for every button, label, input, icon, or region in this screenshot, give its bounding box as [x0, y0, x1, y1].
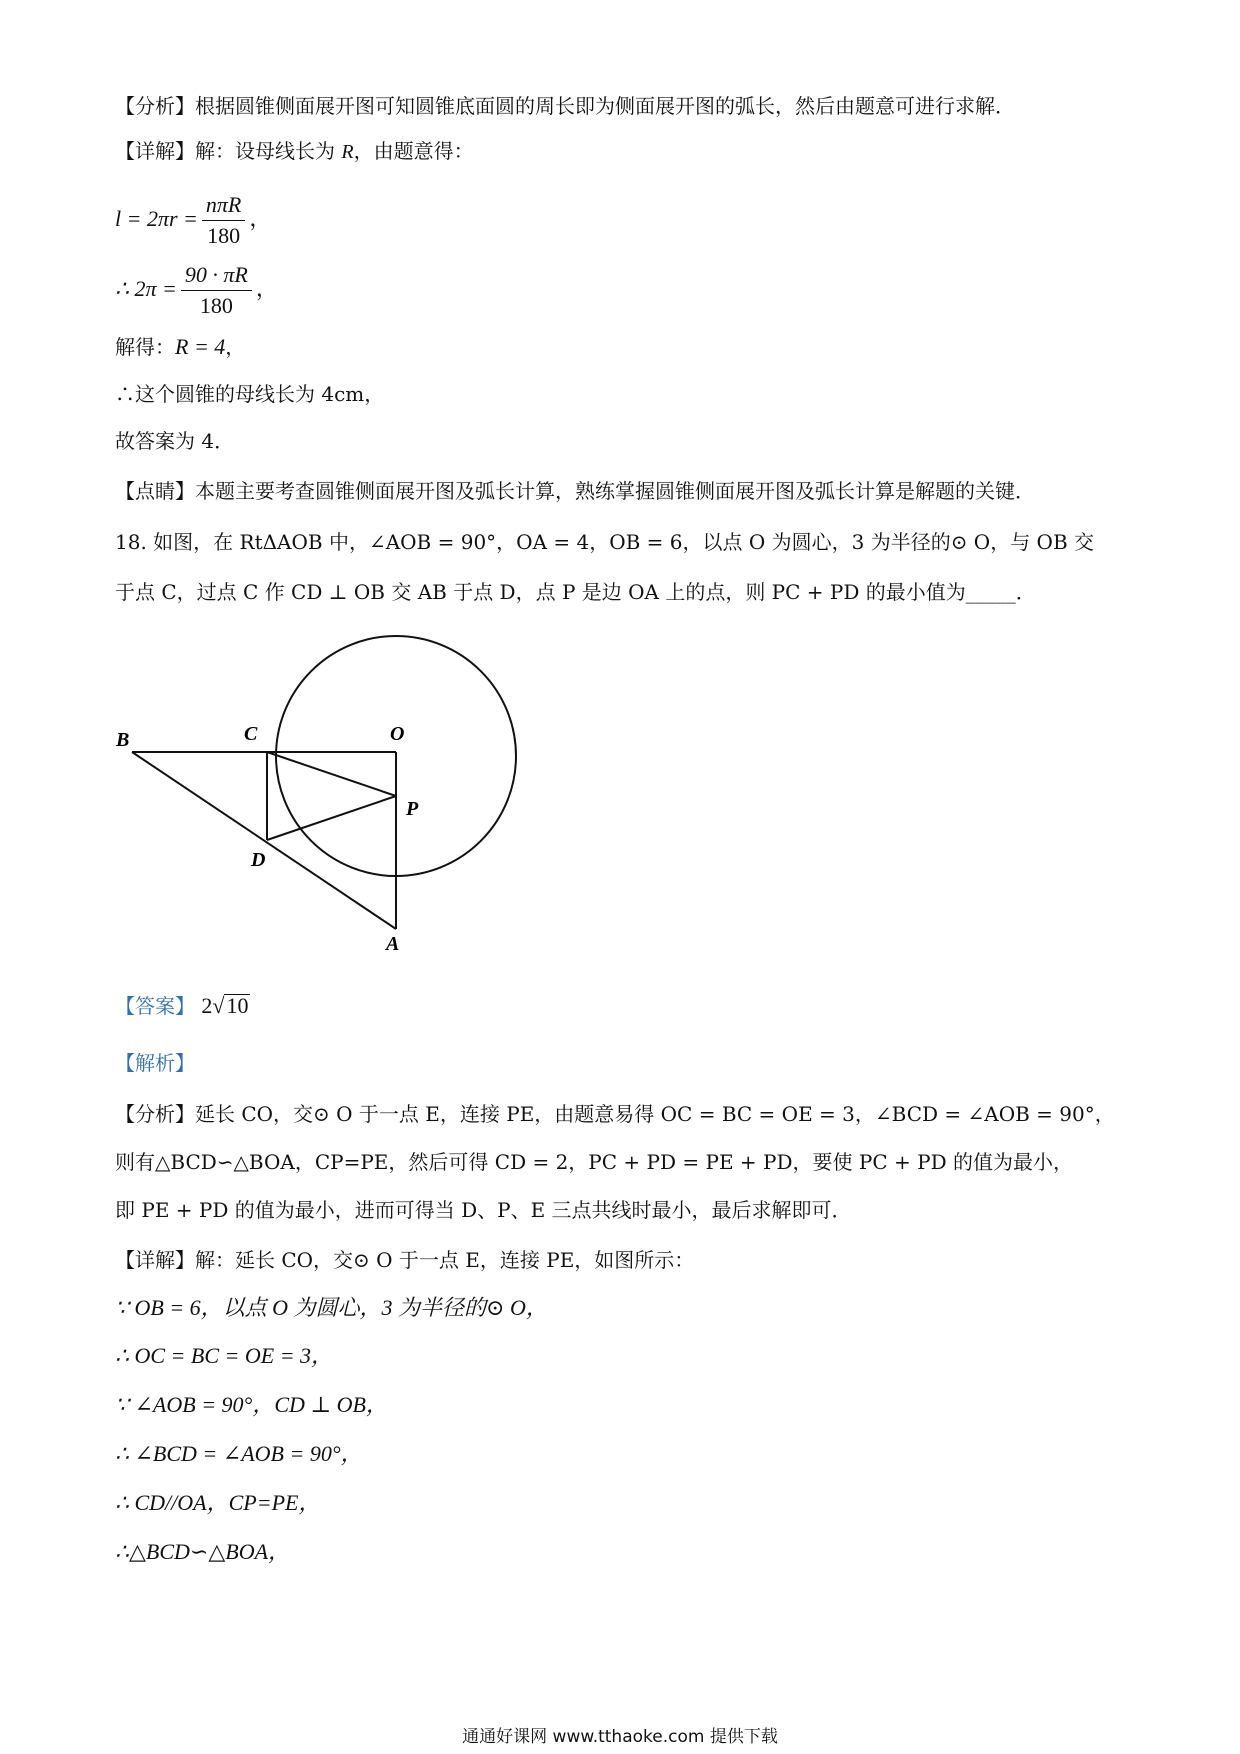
label-d: D: [251, 849, 266, 871]
conclusion-line: ∴这个圆锥的母线长为 4cm，: [115, 382, 385, 406]
sqrt-sign: √: [212, 993, 225, 1018]
text: 解：延长 CO，交⊙ O 于一点 E，连接 PE，如图所示：: [195, 1248, 695, 1272]
answer-section: [115, 992, 250, 1020]
detail-2-line-3: ∴ OC = BC = OE = 3，: [115, 1343, 334, 1368]
section-tag: 【分析】: [115, 94, 195, 118]
eq-lhs: ∴ 2π =: [115, 276, 177, 301]
segment-cp: [267, 752, 396, 796]
analysis-2-line-2: 则有△BCD∽△BOA，CP=PE，然后可得 CD = 2，PC + PD = PE + PD，要使 PC + PD 的值为最小，: [115, 1150, 1073, 1174]
text: 解：设母线长为: [195, 139, 342, 163]
equation: R = 4: [175, 334, 226, 359]
question-18-line-1: 18. 如图，在 RtΔAOB 中，∠AOB = 90°，OA = 4，OB = 6，以点 O 为圆心，3 为半径的⊙ O，与 OB 交: [115, 530, 1095, 554]
label-a: A: [386, 933, 400, 955]
text: ，由题意得：: [353, 139, 474, 163]
detail-2-line-7: ∴△BCD∽△BOA，: [115, 1539, 291, 1564]
detail-2-line-2: ∵ OB = 6，以点 O 为圆心，3 为半径的⊙ O，: [115, 1295, 548, 1320]
detail-2-line-6: ∴ CD//OA，CP=PE，: [115, 1490, 321, 1515]
page-footer: 通通好课网 www.tthaoke.com 提供下载: [462, 1727, 778, 1747]
section-tag: 【详解】: [115, 139, 195, 163]
text: 解得：: [115, 335, 175, 359]
var: R: [341, 141, 354, 163]
numerator: nπR: [202, 190, 245, 221]
eq-tail: ，: [249, 206, 272, 231]
jiexi-tag: 【解析】: [115, 1051, 195, 1075]
detail-2-line-4: ∵ ∠AOB = 90°，CD ⊥ OB，: [115, 1392, 388, 1417]
answer-coefficient: 2: [201, 993, 213, 1018]
text: 根据圆锥侧面展开图可知圆锥底面圆的周长即为侧面展开图的弧长，然后由题意可进行求解．: [195, 94, 1015, 118]
analysis-2-line-3: 即 PE + PD 的值为最小，进而可得当 D、P、E 三点共线时最小，最后求解即可．: [115, 1198, 852, 1222]
label-p: P: [406, 798, 419, 820]
section-tag: 【答案】: [115, 994, 195, 1018]
section-tag: 【分析】: [115, 1102, 195, 1126]
text: 本题主要考查圆锥侧面展开图及弧长计算，熟练掌握圆锥侧面展开图及弧长计算是解题的关键．: [195, 479, 1035, 503]
detail-2-line-5: ∴ ∠BCD = ∠AOB = 90°，: [115, 1441, 363, 1466]
eq-lhs: l = 2πr =: [115, 206, 198, 231]
label-c: C: [244, 723, 258, 745]
denominator: 180: [207, 223, 241, 249]
detail-2-line-1: [115, 1246, 694, 1274]
section-tag: 【点睛】: [115, 479, 195, 503]
label-o: O: [390, 723, 405, 745]
question-18-line-2: 于点 C，过点 C 作 CD ⊥ OB 交 AB 于点 D，点 P 是边 OA 上的点，则 PC + PD 的最小值为_____．: [115, 580, 1036, 604]
analysis-2-line-1: [115, 1100, 1115, 1128]
answer-line: 故答案为 4．: [115, 429, 235, 453]
numerator: 90 · πR: [181, 260, 252, 291]
segment-ba: [132, 752, 396, 929]
section-tag: 【详解】: [115, 1248, 195, 1272]
text: 延长 CO，交⊙ O 于一点 E，连接 PE，由题意易得 OC = BC = OE = 3，∠BCD = ∠AOB = 90°，: [195, 1102, 1115, 1126]
text: ，: [225, 335, 246, 359]
answer-radicand: 10: [226, 993, 249, 1018]
label-b: B: [116, 729, 130, 751]
denominator: 180: [199, 293, 233, 319]
eq-tail: ，: [255, 276, 278, 301]
